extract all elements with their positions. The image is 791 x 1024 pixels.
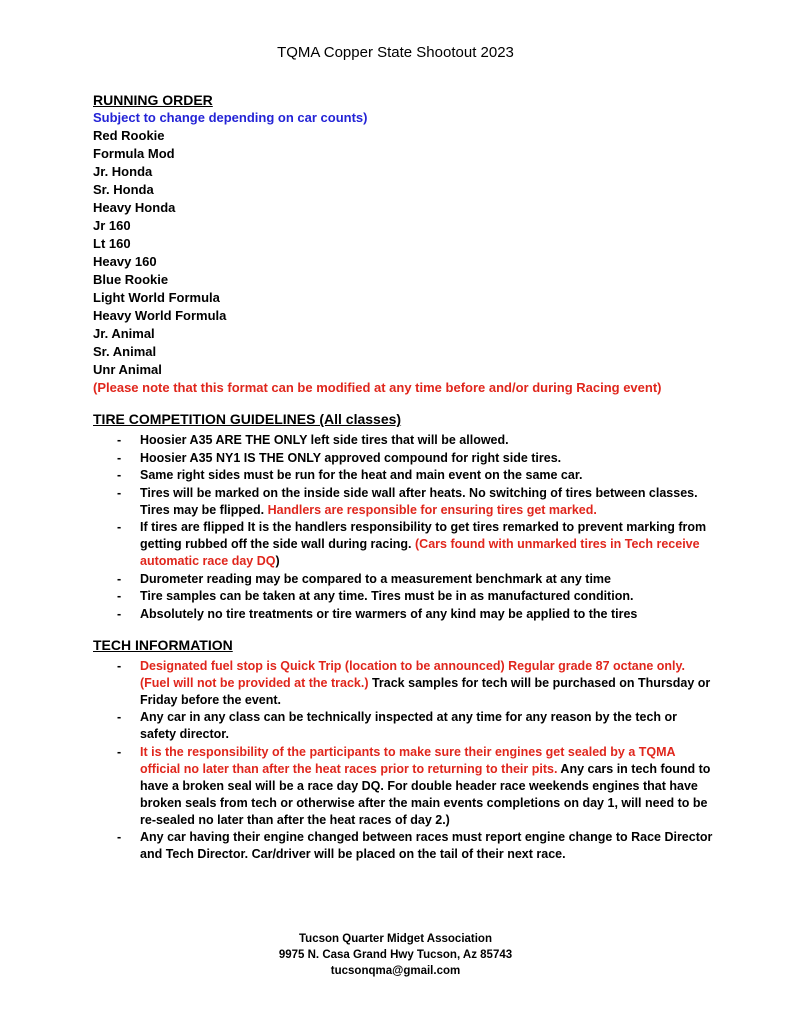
tire-heading: TIRE COMPETITION GUIDELINES (All classes) — [93, 411, 402, 427]
class-item: Unr Animal — [93, 362, 162, 377]
running-order-note: Subject to change depending on car counts) — [93, 110, 368, 125]
bullet-item — [93, 519, 713, 570]
footer-email: tucsonqma@gmail.com — [330, 965, 461, 977]
bullet-dash: - — [117, 485, 122, 500]
class-item: Sr. Honda — [93, 182, 154, 197]
bullet-text: Durometer reading may be compared to a measurement benchmark at any time — [140, 571, 611, 586]
class-item: Jr. Honda — [93, 164, 153, 179]
bullet-dash: - — [117, 589, 122, 603]
bullet-item — [93, 658, 713, 709]
class-item: Blue Rookie — [93, 272, 169, 287]
class-item: Heavy 160 — [93, 254, 157, 269]
class-item: Formula Mod — [93, 146, 175, 161]
bullet-text: Tire samples can be taken at any time. Tires must be in as manufactured condition. — [140, 589, 634, 603]
bullet-text: Any cars in tech found to have a broken seal will be a race day DQ. For double header race weekends engines that have broken seals from tech or otherwise after the main events completions on day 1, will need to be re-sealed no later than after the heat races of day 2.) — [140, 761, 711, 827]
class-item: Sr. Animal — [93, 344, 157, 359]
bullet-text: Same right sides must be run for the heat and main event on the same car. — [140, 468, 583, 482]
bullet-text: Hoosier A35 NY1 IS THE ONLY approved compound for right side tires. — [140, 450, 562, 465]
tire-section — [93, 411, 713, 623]
bullet-dash: - — [117, 468, 122, 482]
document-body — [93, 92, 713, 864]
bullet-dash: - — [117, 606, 122, 621]
class-item: Jr 160 — [93, 218, 131, 233]
bullet-dash: - — [117, 710, 122, 724]
bullet-text: (Cars found with unmarked tires in Tech receive automatic race day DQ — [140, 537, 700, 568]
bullet-text: Handlers are responsible for ensuring tires get marked. — [267, 502, 597, 517]
bullet-item — [93, 709, 713, 743]
bullet-item — [93, 606, 713, 623]
bullet-dash: - — [117, 520, 122, 534]
bullet-item — [93, 588, 713, 605]
bullet-text: Any car in any class can be technically inspected at any time for any reason by the tech or safety director. — [140, 710, 677, 741]
bullet-text: ) — [275, 554, 280, 568]
bullet-text: Tires will be marked on the inside side wall after heats. No switching of tires between classes. Tires may be flipped. — [140, 485, 698, 517]
page-title: TQMA Copper State Shootout 2023 — [277, 44, 514, 61]
footer — [0, 931, 791, 979]
bullet-item — [93, 829, 713, 863]
bullet-item — [93, 485, 713, 519]
tire-guidelines-list — [93, 432, 713, 623]
bullet-dash: - — [117, 658, 122, 673]
bullet-text: Hoosier A35 ARE THE ONLY left side tires that will be allowed. — [140, 433, 509, 447]
bullet-item — [93, 571, 713, 588]
bullet-item — [93, 467, 713, 484]
bullet-text: Any car having their engine changed between races must report engine change to Race Director and Tech Director. Car/driver will be placed on the tail of their next race. — [140, 830, 713, 861]
bullet-text: Designated fuel stop is Quick Trip (location to be announced) Regular grade 87 octane only. (Fuel will not be provided at the track.) — [140, 658, 685, 690]
bullet-text: Track samples for tech will be purchased on Thursday or Friday before the event. — [140, 675, 711, 707]
tech-section — [93, 637, 713, 864]
class-item: Heavy World Formula — [93, 308, 227, 323]
bullet-dash: - — [117, 571, 122, 586]
bullet-item — [93, 450, 713, 467]
bullet-dash: - — [117, 830, 122, 844]
bullet-item — [93, 744, 713, 829]
class-item: Light World Formula — [93, 290, 220, 305]
tech-info-list — [93, 658, 713, 864]
running-order-section — [93, 92, 713, 397]
footer-org: Tucson Quarter Midget Association — [299, 933, 492, 945]
class-list — [93, 127, 713, 379]
bullet-text: It is the responsibility of the participants to make sure their engines get sealed by a TQMA official no later than after the heat races prior to returning to their pits. — [140, 744, 676, 776]
bullet-text: If tires are flipped It is the handlers responsibility to get tires remarked to prevent marking from getting rubbed off the side wall during racing. — [140, 520, 707, 551]
bullet-item — [93, 432, 713, 449]
running-order-heading: RUNNING ORDER — [93, 92, 213, 108]
bullet-dash: - — [117, 450, 122, 465]
class-item: Heavy Honda — [93, 200, 176, 215]
bullet-dash: - — [117, 433, 122, 447]
class-item: Lt 160 — [93, 236, 131, 251]
tech-heading: TECH INFORMATION — [93, 636, 233, 653]
class-item: Jr. Animal — [93, 326, 155, 341]
running-order-footnote: (Please note that this format can be modified at any time before and/or during Racing event) — [93, 380, 662, 395]
bullet-dash: - — [117, 744, 122, 759]
bullet-text: Absolutely no tire treatments or tire warmers of any kind may be applied to the tires — [140, 606, 638, 621]
class-item: Red Rookie — [93, 128, 165, 143]
footer-address: 9975 N. Casa Grand Hwy Tucson, Az 85743 — [278, 949, 513, 961]
